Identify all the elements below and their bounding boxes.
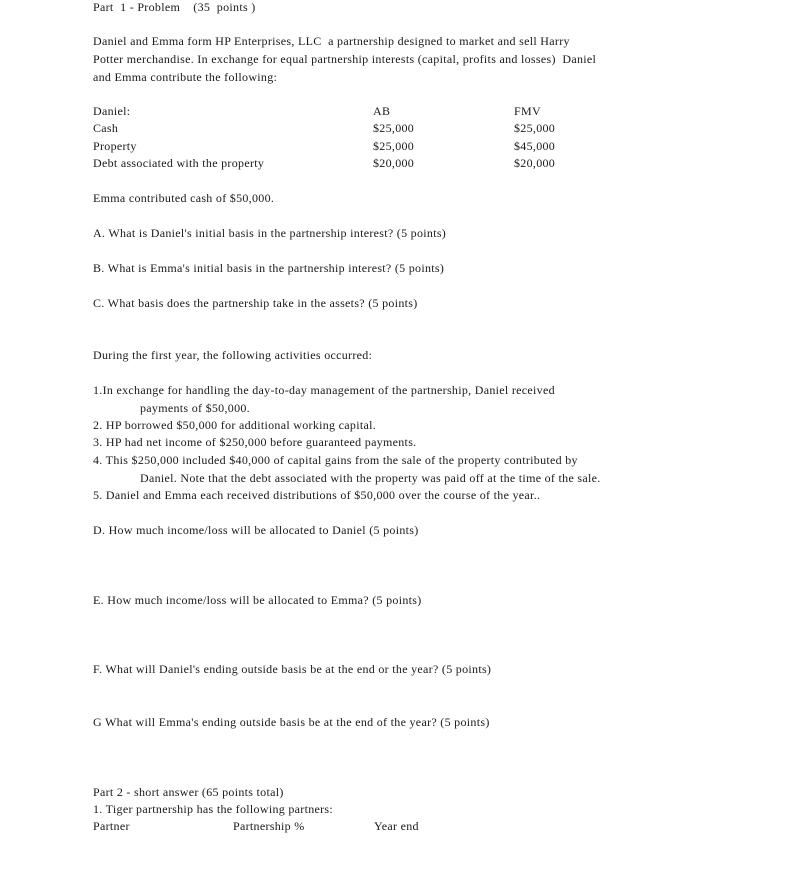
list-item: 3. HP had net income of $250,000 before guaranteed payments. — [93, 435, 417, 449]
list-item: Daniel. Note that the debt associated with the property was paid off at the time of the sale. — [140, 471, 601, 485]
question-b: B. What is Emma's initial basis in the partnership interest? (5 points) — [93, 261, 445, 275]
part2-heading: Part 2 - short answer (65 points total) — [93, 785, 284, 799]
activities-intro: During the first year, the following activities occurred: — [93, 348, 373, 362]
column-header-year-end: Year end — [374, 819, 419, 833]
table-row-fmv: $20,000 — [514, 156, 556, 170]
list-item: 5. Daniel and Emma each received distributions of $50,000 over the course of the year.. — [93, 488, 541, 502]
column-header-partner: Partner — [93, 819, 130, 833]
emma-contribution: Emma contributed cash of $50,000. — [93, 191, 275, 205]
table-row-fmv: $45,000 — [514, 139, 556, 153]
list-item: 1.In exchange for handling the day-to-day management of the partnership, Daniel received — [93, 383, 555, 397]
question-e: E. How much income/loss will be allocated to Emma? (5 points) — [93, 593, 422, 607]
table-row-ab: $25,000 — [373, 139, 415, 153]
table-row-fmv: $25,000 — [514, 121, 556, 135]
intro-line: and Emma contribute the following: — [93, 70, 278, 84]
list-item: 2. HP borrowed $50,000 for additional working capital. — [93, 418, 377, 432]
table-header-label: Daniel: — [93, 104, 131, 118]
intro-line: Daniel and Emma form HP Enterprises, LLC a partnership designed to market and sell Harry — [93, 34, 570, 48]
question-g: G What will Emma's ending outside basis be at the end of the year? (5 points) — [93, 715, 490, 729]
column-header-percent: Partnership % — [233, 819, 305, 833]
part1-heading: Part 1 - Problem (35 points ) — [93, 0, 256, 14]
table-row-label: Cash — [93, 121, 119, 135]
list-item: 4. This $250,000 included $40,000 of capital gains from the sale of the property contributed by — [93, 453, 578, 467]
question-c: C. What basis does the partnership take in the assets? (5 points) — [93, 296, 418, 310]
table-row-label: Debt associated with the property — [93, 156, 265, 170]
table-header-fmv: FMV — [514, 104, 541, 118]
question-a: A. What is Daniel's initial basis in the partnership interest? (5 points) — [93, 226, 447, 240]
list-item: payments of $50,000. — [140, 401, 250, 415]
table-header-ab: AB — [373, 104, 391, 118]
table-row-label: Property — [93, 139, 137, 153]
question-f: F. What will Daniel's ending outside basis be at the end or the year? (5 points) — [93, 662, 492, 676]
table-row-ab: $25,000 — [373, 121, 415, 135]
part2-question-1: 1. Tiger partnership has the following partners: — [93, 802, 334, 816]
intro-line: Potter merchandise. In exchange for equal partnership interests (capital, profits and losses) Daniel — [93, 52, 597, 66]
question-d: D. How much income/loss will be allocated to Daniel (5 points) — [93, 523, 419, 537]
table-row-ab: $20,000 — [373, 156, 415, 170]
